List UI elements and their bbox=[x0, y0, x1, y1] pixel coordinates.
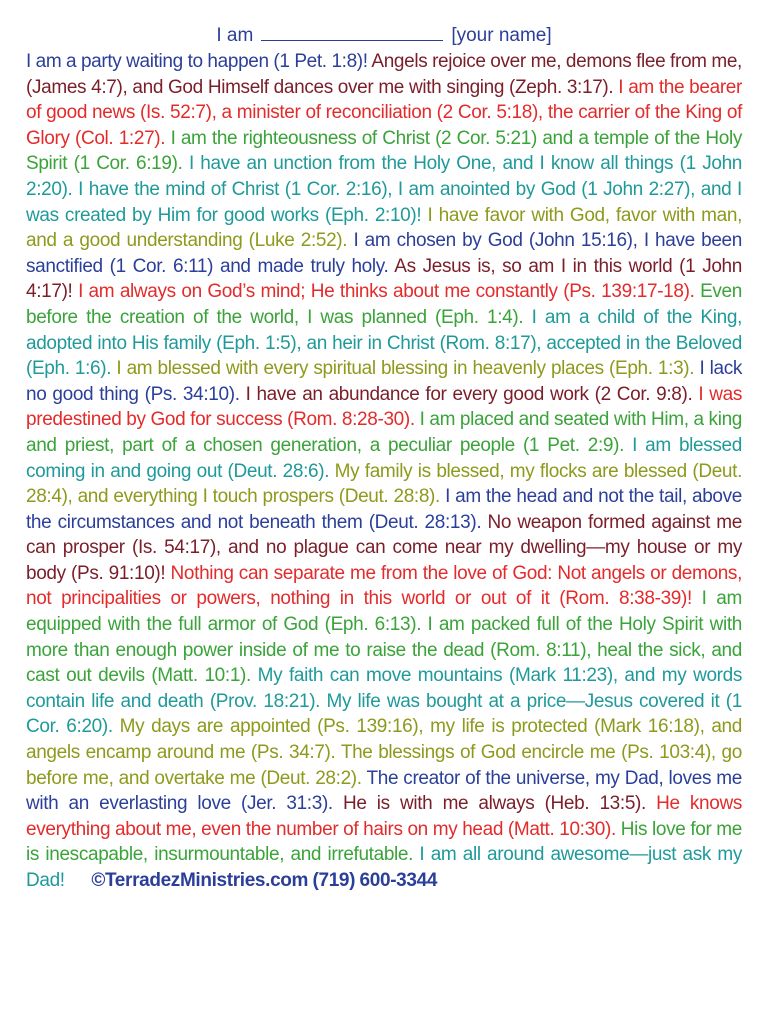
declaration-segment: No weapon formed against me can prosper (Is. 54:17), and no plague can come near my dwelling—my house or my body (Ps. 91:10)! bbox=[26, 511, 743, 584]
declaration-segment: Nothing can separate me from the love of God: Not angels or demons, not principalities or powers, nothing in this world or out of it (Rom. 8:38-39)! bbox=[26, 562, 743, 610]
declaration-segment: I am a party waiting to happen (1 Pet. 1:8)! bbox=[26, 51, 372, 72]
declaration-segment: I have an abundance for every good work (2 Cor. 9:8). bbox=[245, 383, 699, 405]
declaration-segment: I lack no good thing (Ps. 34:10). bbox=[26, 358, 742, 405]
declaration-segment: I have favor with God, favor with man, and a good understanding (Luke 2:52). bbox=[26, 204, 742, 252]
declaration-text bbox=[26, 49, 742, 894]
declaration-segment: My faith can move mountains (Mark 11:23), and my words contain life and death (Prov. 18:21). My life was bought at a price—Jesus covered it (1 Cor. 6:20). bbox=[26, 665, 743, 738]
name-line-suffix: [your name] bbox=[451, 25, 552, 46]
declaration-segment: His love for me is inescapable, insurmountable, and irrefutable. bbox=[26, 818, 742, 866]
declaration-segment: I was predestined by God for success (Rom. 8:28-30). bbox=[26, 383, 742, 431]
declaration-segment: I have an unction from the Holy One, and I know all things (1 John 2:20). bbox=[26, 153, 743, 200]
declaration-segment: My family is blessed, my flocks are blessed (Deut. 28:4), and everything I touch prospers (Deut. 28:8). bbox=[26, 460, 743, 508]
declaration-segment: The creator of the universe, my Dad, loves me with an everlasting love (Jer. 31:3). bbox=[26, 767, 742, 815]
declaration-segment: I am always on God’s mind; He thinks about me constantly (Ps. 139:17-18). bbox=[78, 281, 701, 303]
declaration-segment: I have the mind of Christ (1 Cor. 2:16), I am anointed by God (1 John 2:27), and I was created by Him for good works (Eph. 2:10)! bbox=[26, 178, 742, 226]
declaration-segment: He knows everything about me, even the number of hairs on my head (Matt. 10:30). bbox=[26, 793, 742, 840]
declaration-segment: He is with me always (Heb. 13:5). bbox=[343, 793, 657, 815]
declaration-segment: I am chosen by God (John 15:16), I have been sanctified (1 Cor. 6:11) and made truly holy. bbox=[26, 230, 742, 277]
name-line-prefix: I am bbox=[216, 25, 254, 46]
declaration-segment: I am a child of the King, adopted into His family (Eph. 1:5), an heir in Christ (Rom. 8:17), accepted in the Beloved (Eph. 1:6). bbox=[26, 306, 742, 380]
declaration-segment: I am blessed coming in and going out (Deut. 28:6). bbox=[26, 434, 742, 482]
name-blank bbox=[261, 22, 443, 41]
declaration-segment: I am the bearer of good news (Is. 52:7), a minister of reconciliation (2 Cor. 5:18), the carrier of the King of Glory (Col. 1:27). bbox=[26, 76, 742, 149]
declaration-segment: My days are appointed (Ps. 139:16), my life is protected (Mark 16:18), and angels encamp around me (Ps. 34:7). The blessings of God encircle me (Ps. 103:4), go before me, and overtake me (Deut. 28:2). bbox=[26, 716, 742, 789]
declaration-segment: I am equipped with the full armor of God (Eph. 6:13). I am packed full of the Holy Spirit with more than enough power inside of me to raise the dead (Rom. 8:11), heal the sick, and cast out devils (Matt. 10:1). bbox=[26, 588, 742, 687]
declaration-segment: I am placed and seated with Him, a king and priest, part of a chosen generation, a peculiar people (1 Pet. 2:9). bbox=[26, 409, 742, 456]
name-line bbox=[26, 22, 742, 49]
declaration-segment: Angels rejoice over me, demons flee from me, (James 4:7), and God Himself dances over me with singing (Zeph. 3:17). bbox=[26, 51, 742, 98]
declaration-segment: As Jesus is, so am I in this world (1 John 4:17)! bbox=[26, 255, 742, 303]
declaration-segment: Even before the creation of the world, I was planned (Eph. 1:4). bbox=[26, 281, 742, 328]
footer-credit: ©TerradezMinistries.com (719) 600-3344 bbox=[91, 870, 438, 891]
declaration-segment: I am the head and not the tail, above the circumstances and not beneath them (Deut. 28:13). bbox=[26, 486, 743, 533]
declaration-segment: I am all around awesome—just ask my Dad! bbox=[26, 844, 742, 891]
declaration-segment: I am the righteousness of Christ (2 Cor. 5:21) and a temple of the Holy Spirit (1 Cor. 6:19). bbox=[26, 127, 742, 175]
declaration-segment: I am blessed with every spiritual blessing in heavenly places (Eph. 1:3). bbox=[116, 358, 700, 380]
